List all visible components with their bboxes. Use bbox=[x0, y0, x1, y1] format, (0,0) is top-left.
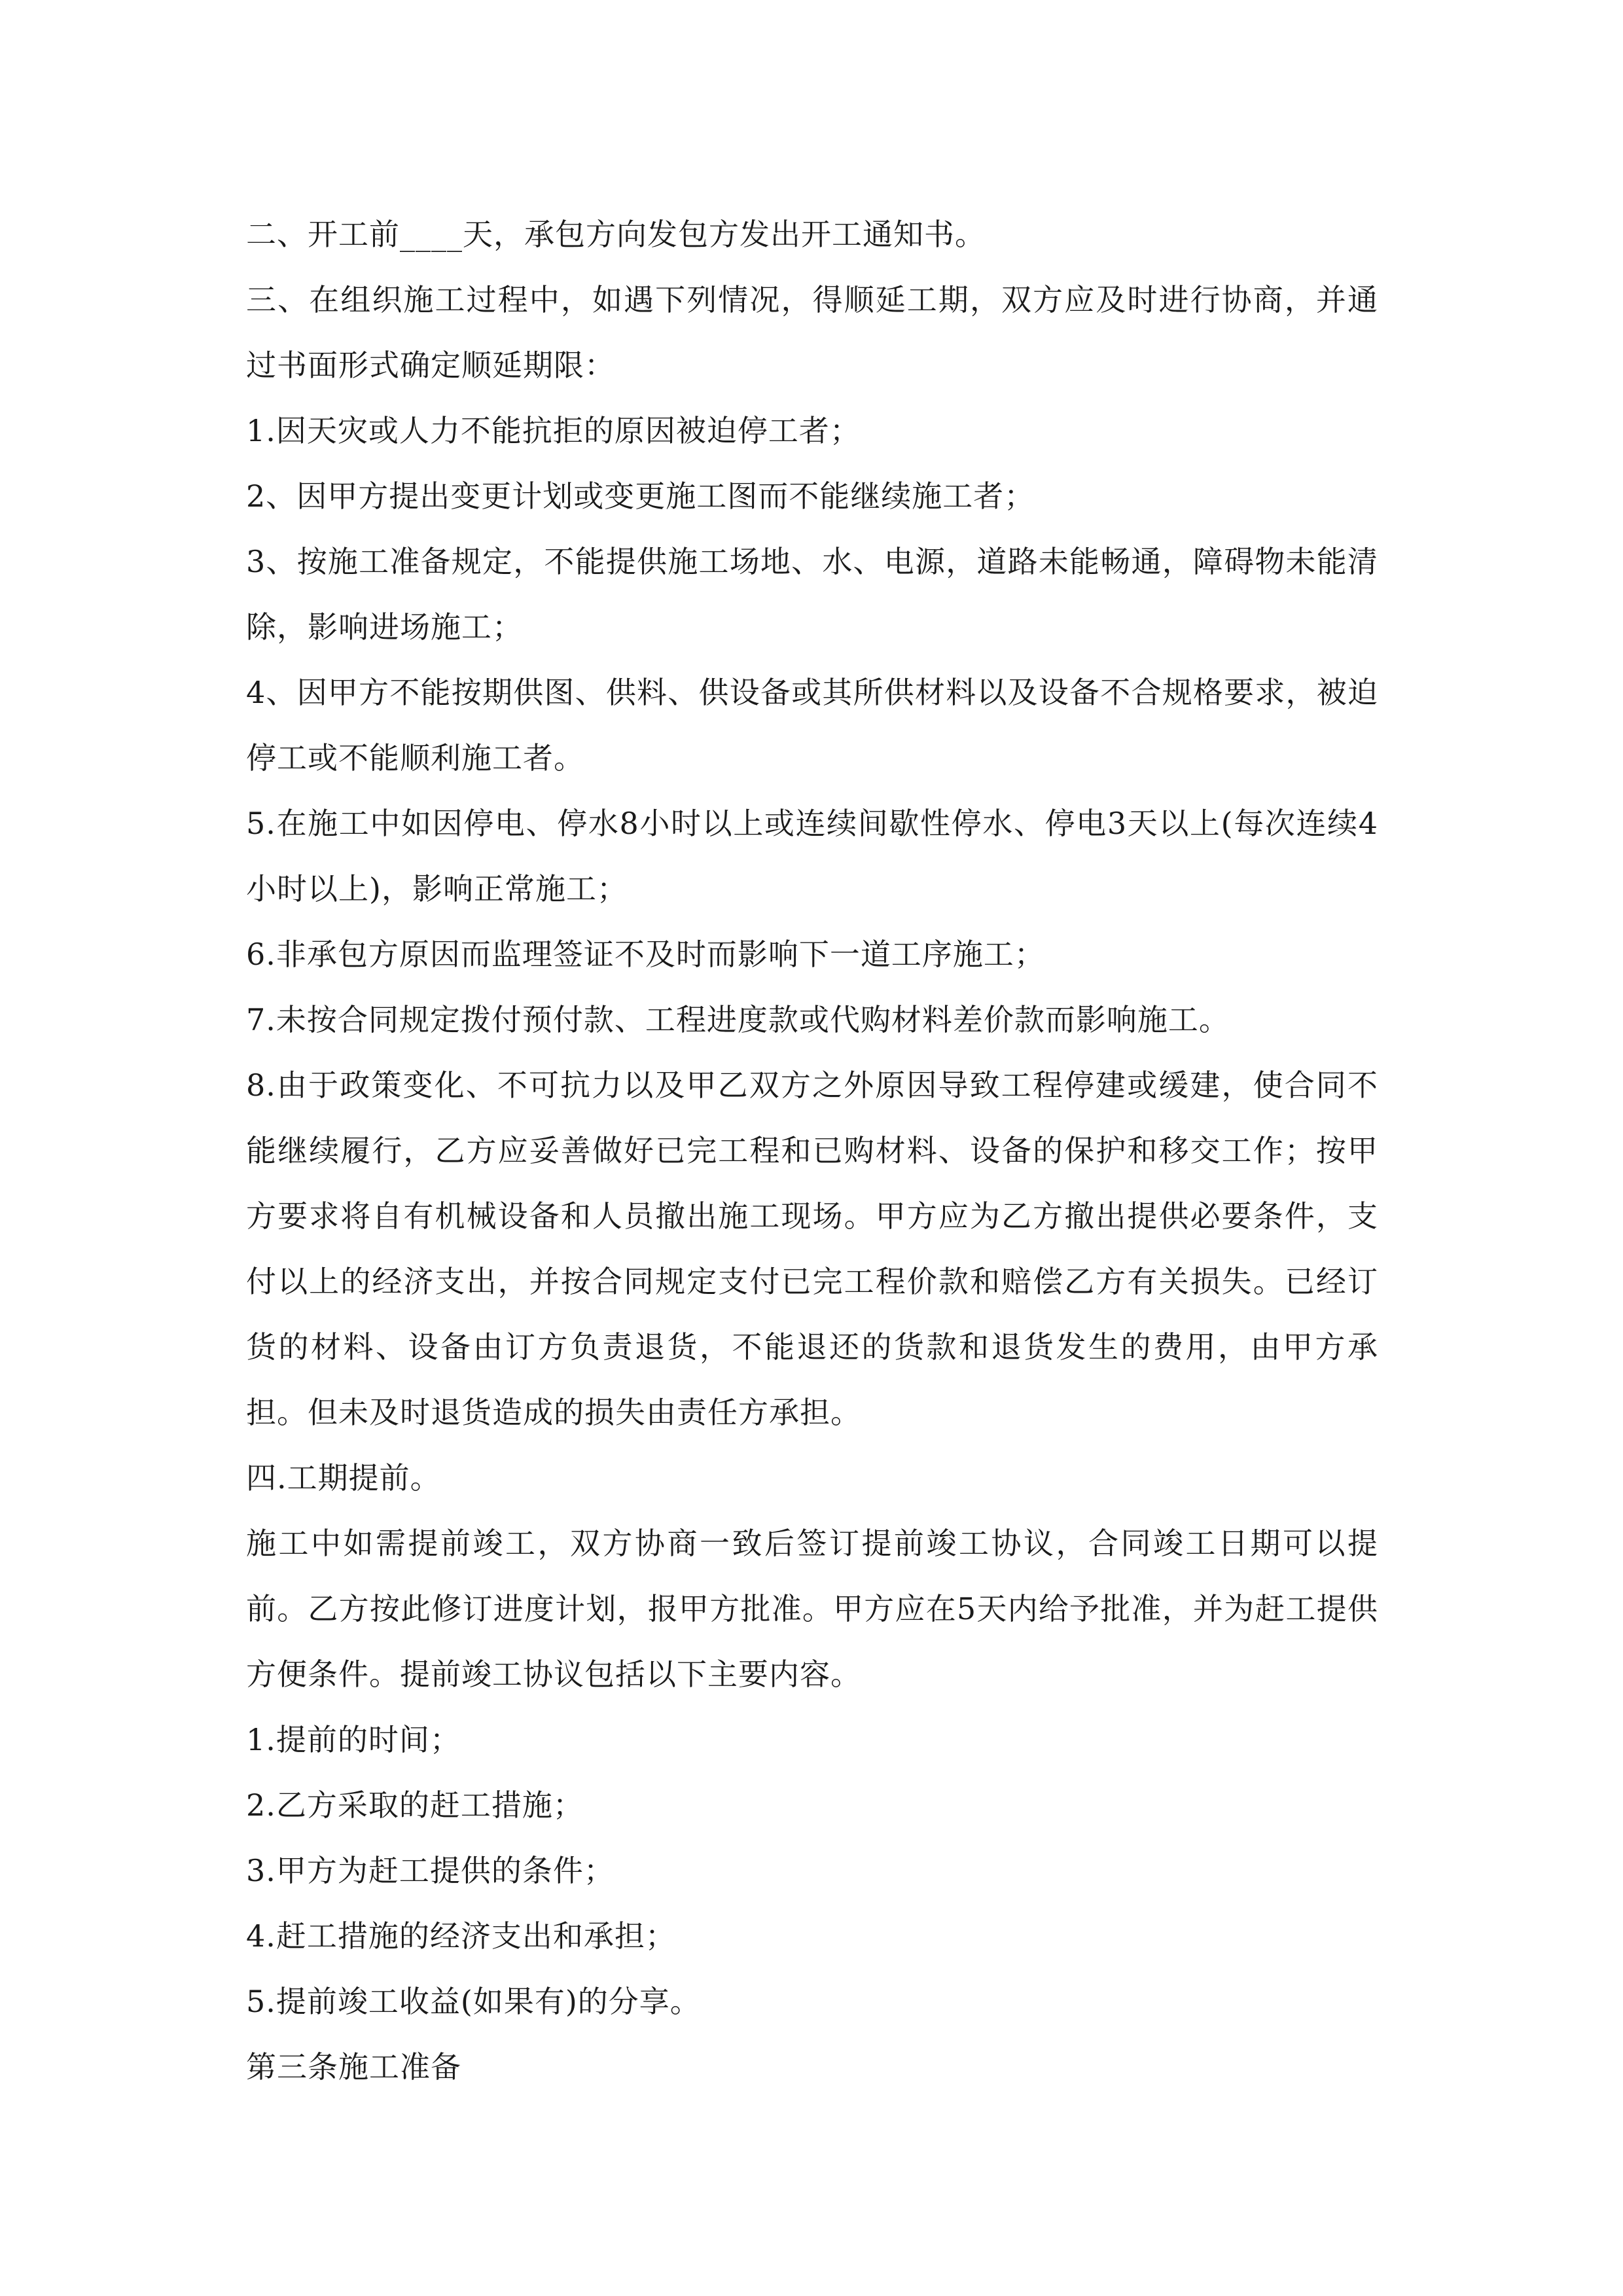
clause-extension-intro: 三、在组织施工过程中，如遇下列情况，得顺延工期，双方应及时进行协商，并通过书面形式确定顺延期限： bbox=[246, 282, 1378, 383]
list-item: 1.因天灾或人力不能抗拒的原因被迫停工者； bbox=[246, 413, 861, 448]
list-item: 4.赶工措施的经济支出和承担； bbox=[246, 1918, 676, 1954]
section-heading: 四.工期提前。 bbox=[246, 1460, 441, 1496]
list-item: 4、因甲方不能按期供图、供料、供设备或其所供材料以及设备不合规格要求，被迫停工或不能顺利施工者。 bbox=[246, 675, 1378, 776]
list-item: 6.非承包方原因而监理签证不及时而影响下一道工序施工； bbox=[246, 937, 1045, 972]
list-item: 8.由于政策变化、不可抗力以及甲乙双方之外原因导致工程停建或缓建，使合同不能继续履行，乙方应妥善做好已完工程和已购材料、设备的保护和移交工作；按甲方要求将自有机械设备和人员撤出施工现场。甲方应为乙方撤出提供必要条件，支付以上的经济支出，并按合同规定支付已完工程价款和赔偿乙方有关损失。已经订货的材料、设备由订方负责退货，不能退还的货款和退货发生的费用，由甲方承担。但未及时退货造成的损失由责任方承担。 bbox=[246, 1067, 1378, 1430]
list-item: 3.甲方为赶工提供的条件； bbox=[246, 1853, 615, 1888]
list-item: 5.在施工中如因停电、停水8小时以上或连续间歇性停水、停电3天以上(每次连续4小时以上)，影响正常施工； bbox=[246, 806, 1378, 906]
list-item: 7.未按合同规定拨付预付款、工程进度款或代购材料差价款而影响施工。 bbox=[246, 1002, 1230, 1037]
list-item: 2.乙方采取的赶工措施； bbox=[246, 1787, 584, 1823]
list-item: 1.提前的时间； bbox=[246, 1722, 461, 1757]
clause-start-notice: 二、开工前____天，承包方向发包方发出开工通知书。 bbox=[246, 217, 986, 252]
document-body bbox=[246, 202, 1378, 2100]
list-item: 3、按施工准备规定，不能提供施工场地、水、电源，道路未能畅通，障碍物未能清除，影响进场施工； bbox=[246, 544, 1378, 645]
list-item: 2、因甲方提出变更计划或变更施工图而不能继续施工者； bbox=[246, 478, 1035, 514]
paragraph: 施工中如需提前竣工，双方协商一致后签订提前竣工协议，合同竣工日期可以提前。乙方按此修订进度计划，报甲方批准。甲方应在5天内给予批准，并为赶工提供方便条件。提前竣工协议包括以下主要内容。 bbox=[246, 1526, 1378, 1692]
list-item: 5.提前竣工收益(如果有)的分享。 bbox=[246, 1984, 701, 2019]
article-heading: 第三条施工准备 bbox=[246, 2049, 461, 2085]
